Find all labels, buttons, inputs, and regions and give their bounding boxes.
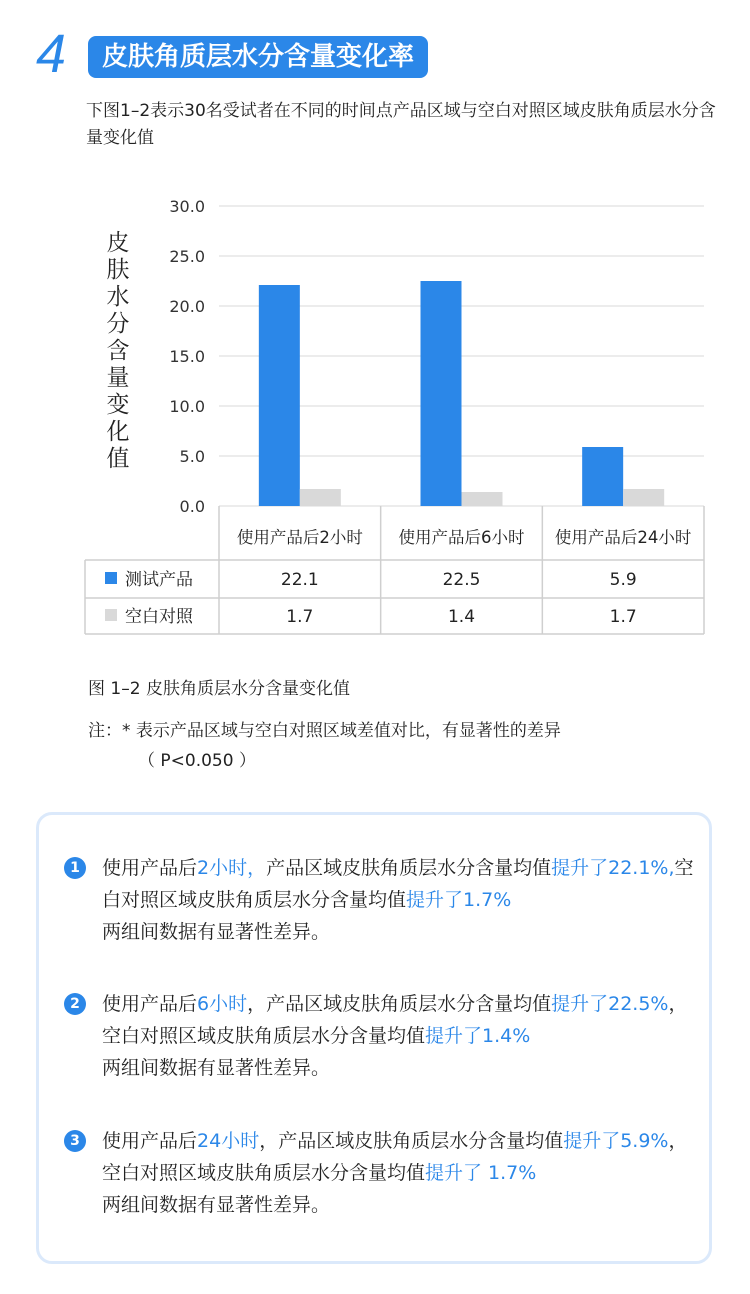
finding-text: 产品区域皮肤角质层水分含量均值 (266, 857, 552, 879)
finding-highlight: 提升了5.9% (563, 1130, 669, 1152)
x-category-label: 使用产品后2小时 (236, 528, 363, 547)
bar-control (300, 489, 341, 506)
finding-text: ，产品区域皮肤角质层水分含量均值 (259, 1130, 564, 1152)
y-axis-label-char: 水 (106, 284, 130, 310)
finding-number-badge: 3 (64, 1130, 86, 1152)
section-number: 4 (36, 24, 67, 84)
note-line-1: 注：* 表示产品区域与空白对照区域差值对比，有显著性的差异 (88, 721, 561, 741)
y-tick-label: 20.0 (169, 297, 205, 316)
finding-2 (64, 988, 704, 1084)
table-value: 5.9 (609, 570, 637, 590)
finding-highlight: 提升了22.5% (551, 993, 669, 1015)
finding-3 (64, 1125, 704, 1221)
bar-chart (0, 180, 750, 660)
y-tick-label: 5.0 (179, 447, 205, 466)
finding-text: 两组间数据有显著性差异。 (102, 1057, 331, 1079)
y-tick-label: 30.0 (169, 197, 205, 216)
y-axis-label-char: 分 (106, 311, 130, 337)
bar-control (623, 489, 664, 506)
y-axis-label-char: 皮 (106, 230, 130, 256)
y-axis-label-char: 肤 (106, 257, 130, 283)
y-axis-label-char: 变 (106, 392, 130, 418)
bar-product (259, 285, 300, 506)
y-axis-label-char: 量 (106, 365, 130, 391)
finding-text: ，空白对照区域皮肤角质层水分含量均值 (102, 993, 688, 1047)
intro-text: 下图1–2表示30名受试者在不同的时间点产品区域与空白对照区域皮肤角质层水分含量变化值 (86, 101, 716, 148)
y-tick-label: 0.0 (179, 497, 205, 516)
bar-product (582, 447, 623, 506)
finding-text: 使用产品后 (102, 993, 198, 1015)
finding-highlight: 提升了1.7% (406, 889, 512, 911)
section-title: 皮肤角质层水分含量变化率 (88, 36, 428, 78)
finding-highlight: 提升了1.4% (425, 1025, 531, 1047)
y-tick-label: 10.0 (169, 397, 205, 416)
legend-swatch (105, 609, 117, 621)
finding-1 (64, 852, 704, 948)
legend-swatch (105, 572, 117, 584)
x-category-label: 使用产品后6小时 (398, 528, 525, 547)
table-value: 1.7 (609, 607, 637, 627)
finding-highlight: 提升了22.1%, (551, 857, 675, 879)
bar-product (421, 281, 462, 506)
note-line-2: （ P<0.050 ） (138, 751, 256, 771)
y-axis-label-char: 含 (106, 338, 130, 364)
y-axis-label-char: 值 (106, 446, 130, 472)
finding-number-badge: 2 (64, 993, 86, 1015)
table-value: 1.4 (447, 607, 476, 627)
finding-highlight: 2小时， (197, 857, 267, 879)
finding-text: 两组间数据有显著性差异。 (102, 1194, 331, 1216)
figure-caption: 图 1–2 皮肤角质层水分含量变化值 (88, 679, 350, 699)
table-value: 1.7 (286, 607, 314, 627)
bar-control (462, 492, 503, 506)
finding-number-badge: 1 (64, 857, 86, 879)
table-value: 22.1 (280, 570, 319, 590)
finding-text: 使用产品后 (102, 1130, 198, 1152)
finding-text: 两组间数据有显著性差异。 (102, 921, 331, 943)
finding-highlight: 6小时 (197, 993, 248, 1015)
finding-highlight: 24小时 (197, 1130, 260, 1152)
table-value: 22.5 (442, 570, 481, 590)
finding-text: ，产品区域皮肤角质层水分含量均值 (247, 993, 552, 1015)
legend-label: 测试产品 (125, 570, 193, 590)
y-axis-label-char: 化 (106, 419, 130, 445)
y-tick-label: 15.0 (169, 347, 205, 366)
finding-highlight: 提升了 1.7% (425, 1162, 537, 1184)
finding-text: 空白对照区域皮肤角质层水分含量均值 (102, 857, 694, 911)
y-tick-label: 25.0 (169, 247, 205, 266)
legend-label: 空白对照 (125, 607, 193, 627)
finding-text: 使用产品后 (102, 857, 198, 879)
finding-text: ，空白对照区域皮肤角质层水分含量均值 (102, 1130, 688, 1184)
x-category-label: 使用产品后24小时 (554, 528, 692, 547)
